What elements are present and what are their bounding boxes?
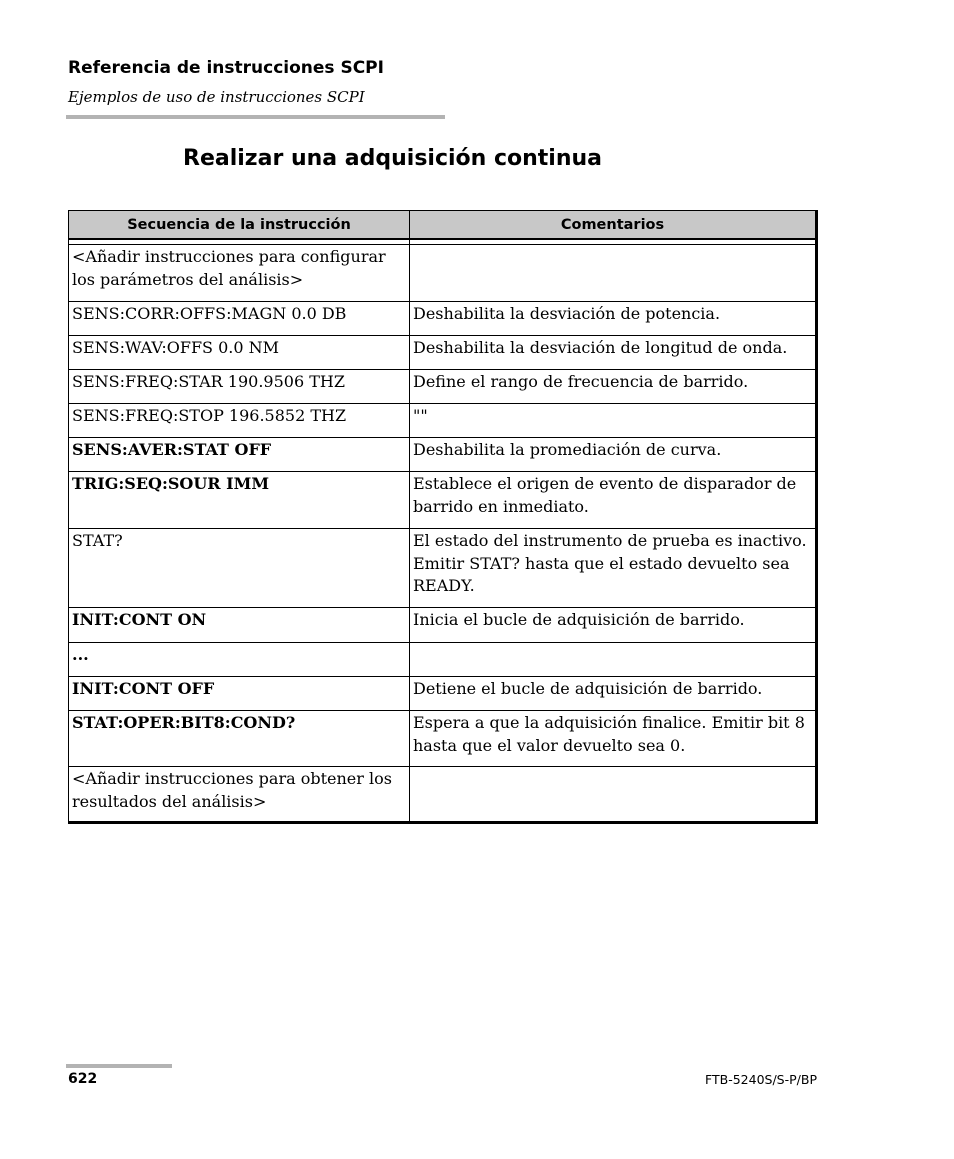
running-header-subtitle: Ejemplos de uso de instrucciones SCPI xyxy=(68,88,365,106)
column-header-sequence: Secuencia de la instrucción xyxy=(69,211,410,240)
comment-cell: Detiene el bucle de adquisición de barrido. xyxy=(410,677,817,711)
comment-cell: Define el rango de frecuencia de barrido. xyxy=(410,370,817,404)
table-row xyxy=(69,404,817,438)
table-row xyxy=(69,302,817,336)
comment-cell: Establece el origen de evento de disparador de barrido en inmediato. xyxy=(410,472,817,529)
command-cell: STAT:OPER:BIT8:COND? xyxy=(69,711,410,767)
command-cell: SENS:CORR:OFFS:MAGN 0.0 DB xyxy=(69,302,410,336)
footer-rule xyxy=(66,1064,172,1068)
table-header-row xyxy=(69,211,817,240)
command-cell: STAT? xyxy=(69,529,410,608)
comment-cell xyxy=(410,245,817,302)
command-cell: <Añadir instrucciones para obtener los resultados del análisis> xyxy=(69,767,410,823)
table-row xyxy=(69,245,817,302)
command-cell: SENS:FREQ:STAR 190.9506 THZ xyxy=(69,370,410,404)
table-row xyxy=(69,608,817,643)
table-row xyxy=(69,643,817,677)
comment-cell: El estado del instrumento de prueba es inactivo. Emitir STAT? hasta que el estado devuelto sea READY. xyxy=(410,529,817,608)
command-cell: SENS:WAV:OFFS 0.0 NM xyxy=(69,336,410,370)
comment-cell xyxy=(410,643,817,677)
column-header-comments: Comentarios xyxy=(410,211,817,240)
command-cell: INIT:CONT OFF xyxy=(69,677,410,711)
command-cell: SENS:FREQ:STOP 196.5852 THZ xyxy=(69,404,410,438)
comment-cell: Deshabilita la desviación de longitud de onda. xyxy=(410,336,817,370)
command-cell: INIT:CONT ON xyxy=(69,608,410,643)
command-cell: ... xyxy=(69,643,410,677)
table-row xyxy=(69,529,817,608)
command-cell: TRIG:SEQ:SOUR IMM xyxy=(69,472,410,529)
instruction-table xyxy=(68,210,818,824)
footer-model-name: FTB-5240S/S-P/BP xyxy=(705,1072,817,1087)
instruction-table-container xyxy=(68,210,819,824)
header-rule xyxy=(66,115,445,119)
comment-cell: Espera a que la adquisición finalice. Emitir bit 8 hasta que el valor devuelto sea 0. xyxy=(410,711,817,767)
command-cell: <Añadir instrucciones para configurar los parámetros del análisis> xyxy=(69,245,410,302)
table-row xyxy=(69,438,817,472)
table-row xyxy=(69,767,817,823)
comment-cell: Inicia el bucle de adquisición de barrido. xyxy=(410,608,817,643)
comment-cell: Deshabilita la desviación de potencia. xyxy=(410,302,817,336)
table-row xyxy=(69,677,817,711)
section-title: Realizar una adquisición continua xyxy=(183,146,603,171)
comment-cell xyxy=(410,767,817,823)
table-row xyxy=(69,472,817,529)
table-row xyxy=(69,711,817,767)
comment-cell: Deshabilita la promediación de curva. xyxy=(410,438,817,472)
table-row xyxy=(69,370,817,404)
page-number: 622 xyxy=(68,1071,98,1087)
command-cell: SENS:AVER:STAT OFF xyxy=(69,438,410,472)
comment-cell: "" xyxy=(410,404,817,438)
table-row xyxy=(69,336,817,370)
running-header-title: Referencia de instrucciones SCPI xyxy=(68,58,384,78)
